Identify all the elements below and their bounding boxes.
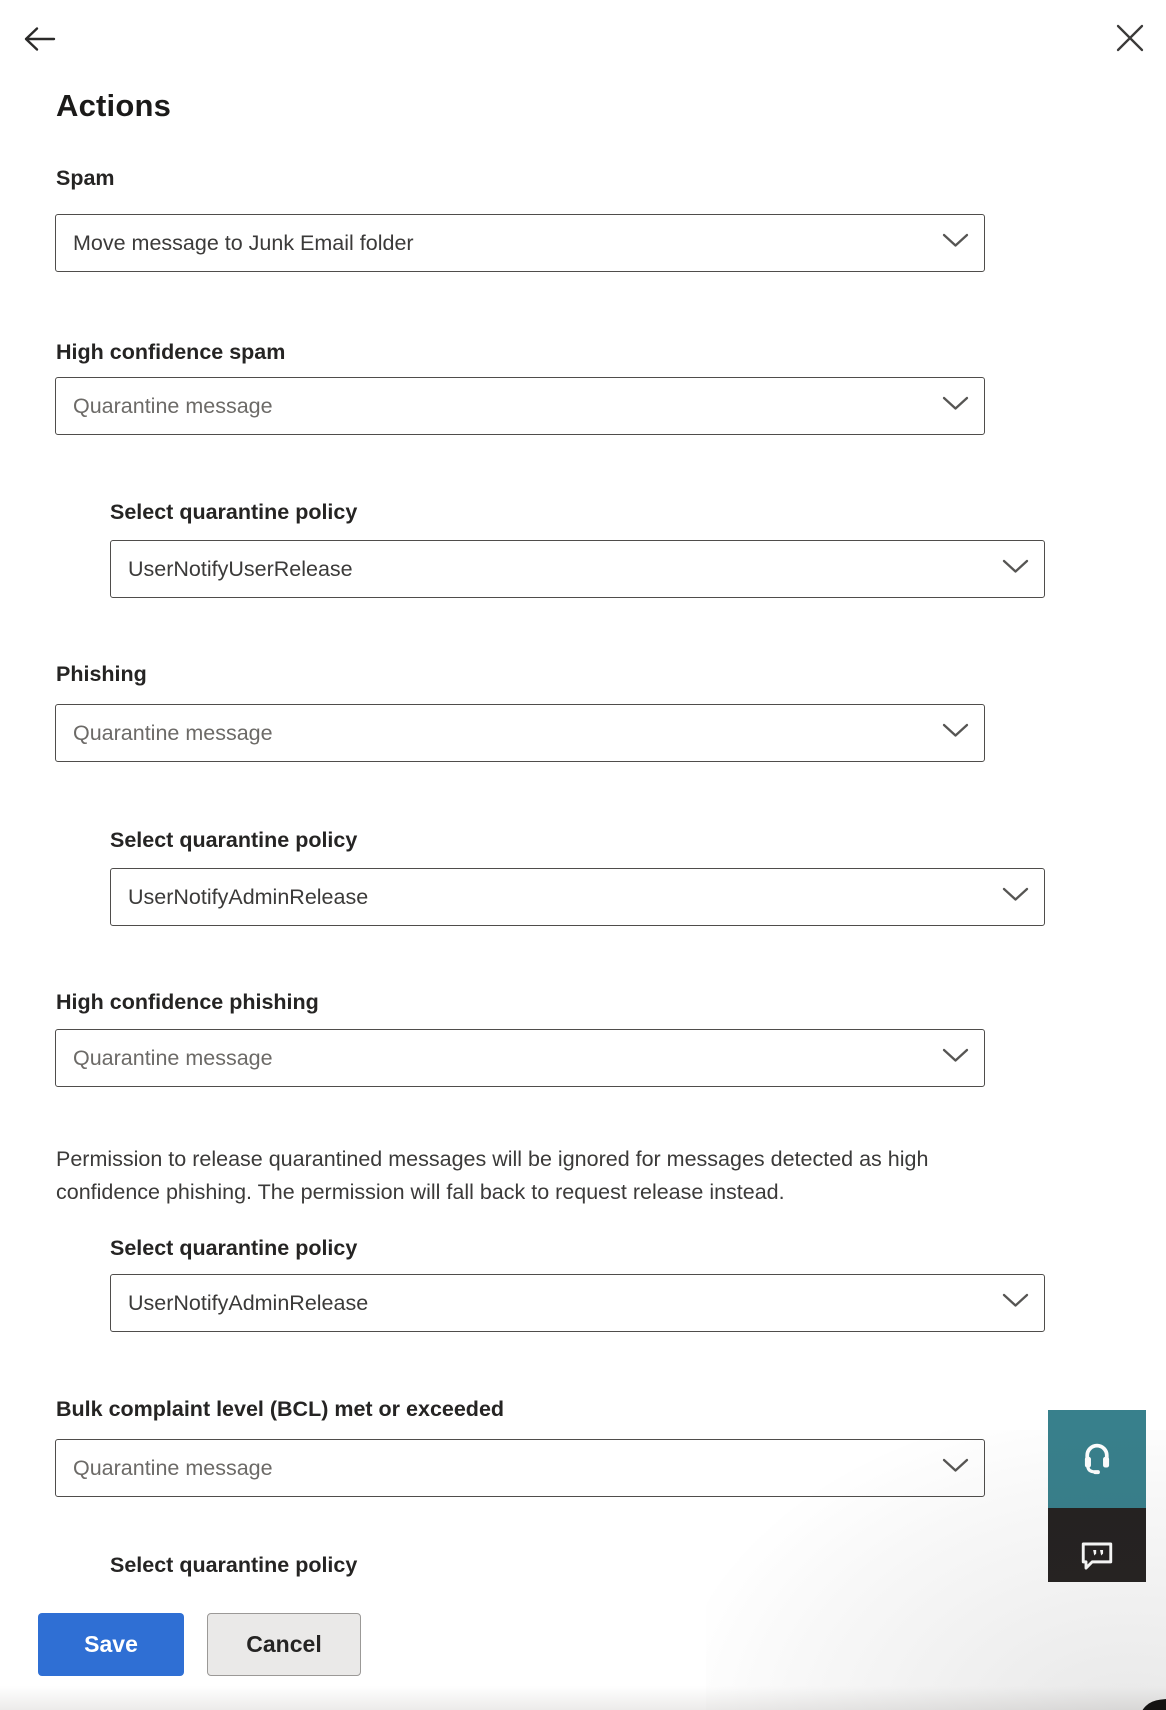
- high-confidence-spam-label: High confidence spam: [56, 340, 286, 364]
- close-button[interactable]: [1110, 20, 1150, 58]
- chevron-down-icon: [942, 1458, 969, 1479]
- bulk-complaint-value: Quarantine message: [73, 1455, 273, 1480]
- high-confidence-phishing-label: High confidence phishing: [56, 990, 319, 1014]
- chevron-down-icon: [1002, 1293, 1029, 1314]
- high-confidence-phishing-select[interactable]: [55, 1029, 985, 1087]
- back-button[interactable]: [18, 20, 60, 60]
- hcs-quarantine-policy-select[interactable]: [110, 540, 1045, 598]
- phishing-label: Phishing: [56, 662, 147, 686]
- chat-bubble-icon: [1075, 1533, 1119, 1580]
- spam-action-select[interactable]: [55, 214, 985, 272]
- high-confidence-spam-select[interactable]: [55, 377, 985, 435]
- chevron-down-icon: [942, 1048, 969, 1069]
- footer-gradient: [0, 1686, 1166, 1710]
- chevron-down-icon: [942, 723, 969, 744]
- bcl-quarantine-policy-label: Select quarantine policy: [110, 1553, 358, 1577]
- high-confidence-phishing-value: Quarantine message: [73, 1045, 273, 1070]
- cancel-button[interactable]: Cancel: [207, 1613, 361, 1676]
- phishing-quarantine-policy-value: UserNotifyAdminRelease: [128, 884, 369, 909]
- save-button[interactable]: Save: [38, 1613, 184, 1676]
- chevron-down-icon: [942, 233, 969, 254]
- close-icon: [1115, 23, 1145, 56]
- hcs-quarantine-policy-value: UserNotifyUserRelease: [128, 556, 353, 581]
- chevron-down-icon: [1002, 887, 1029, 908]
- headset-icon: [1074, 1435, 1120, 1484]
- hcp-quarantine-policy-label: Select quarantine policy: [110, 1236, 358, 1260]
- spam-label: Spam: [56, 166, 115, 190]
- chevron-down-icon: [942, 396, 969, 417]
- phishing-quarantine-policy-select[interactable]: [110, 868, 1045, 926]
- phishing-select[interactable]: [55, 704, 985, 762]
- phishing-value: Quarantine message: [73, 720, 273, 745]
- high-confidence-spam-value: Quarantine message: [73, 393, 273, 418]
- hcs-quarantine-policy-label: Select quarantine policy: [110, 500, 358, 524]
- bulk-complaint-label: Bulk complaint level (BCL) met or exceeded: [56, 1397, 505, 1421]
- page-title: Actions: [56, 88, 172, 123]
- hcp-permission-note: Permission to release quarantined messages will be ignored for messages detected as high confidence phishing. The permission will fall back to request release instead.: [56, 1147, 929, 1204]
- phishing-quarantine-policy-label: Select quarantine policy: [110, 828, 358, 852]
- arrow-left-icon: [20, 22, 58, 59]
- support-button[interactable]: [1048, 1410, 1146, 1508]
- bulk-complaint-select[interactable]: [55, 1439, 985, 1497]
- chevron-down-icon: [1002, 559, 1029, 580]
- hcp-quarantine-policy-value: UserNotifyAdminRelease: [128, 1290, 369, 1315]
- hcp-quarantine-policy-select[interactable]: [110, 1274, 1045, 1332]
- spam-action-value: Move message to Junk Email folder: [73, 230, 414, 255]
